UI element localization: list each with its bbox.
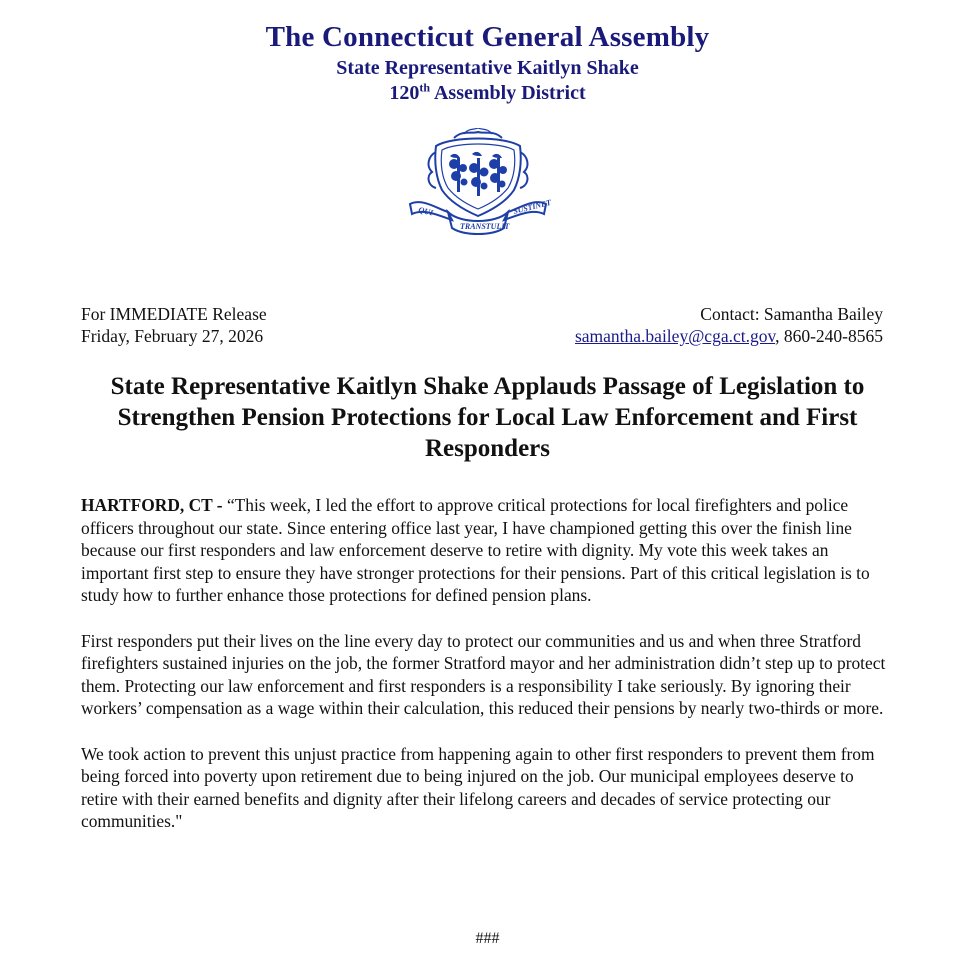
motto-center: TRANSTULIT: [460, 222, 510, 231]
motto-left: QUI: [417, 205, 434, 218]
release-info: [81, 303, 267, 347]
motto-right: SUSTINET: [512, 197, 553, 216]
paragraph-1-text: “This week, I led the effort to approve critical protections for local firefighters and police officers throughout our state. Since entering office last year, I have championed getting this over the finish line because our first responders and law enforcement deserve to retire with dignity. My vote this week takes an important first step to ensure they have stronger protections for their pensions. Part of this critical legislation is to study how to further enhance those protections for defined pension plans.: [81, 495, 870, 606]
district-label: Assembly District: [433, 82, 586, 104]
body-paragraph-2: First responders put their lives on the line every day to protect our communities and us and when three Stratford firefighters sustained injuries on the job, the former Stratford mayor and her administration didn’t step up to protect them. Protecting our law enforcement and first responders is a responsibility I take seriously. By ignoring their workers’ compensation as a wage within their calculation, this reduced their pensions by nearly two-thirds or more.: [81, 630, 886, 719]
release-date: Friday, February 27, 2026: [81, 326, 264, 346]
press-release-headline: State Representative Kaitlyn Shake Applauds Passage of Legislation to Strengthen Pension Protections for Local Law Enforcement and First Responders: [110, 373, 865, 462]
contact-details: [575, 325, 883, 347]
district-suffix: th: [419, 80, 431, 95]
representative-name: State Representative Kaitlyn Shake: [336, 57, 639, 79]
letterhead: [0, 20, 975, 105]
dateline: HARTFORD, CT -: [81, 495, 223, 515]
body-paragraph-1: [81, 494, 890, 607]
end-mark: ###: [475, 930, 500, 947]
assembly-title: The Connecticut General Assembly: [265, 21, 710, 53]
contact-name: Contact: Samantha Bailey: [700, 304, 883, 324]
body-paragraph-3: We took action to prevent this unjust practice from happening again to other first responders to prevent them from being forced into poverty upon retirement due to being injured on the job. Our municipal employees deserve to retire with their earned benefits and dignity after their lifelong careers and decades of service protecting our communities.": [81, 743, 875, 832]
district-line: [0, 81, 975, 105]
contact-info: [575, 303, 883, 347]
contact-email-link[interactable]: samantha.bailey@cga.ct.gov: [574, 326, 776, 346]
press-release-body: [81, 494, 890, 856]
contact-phone: , 860-240-8565: [775, 326, 883, 346]
district-number: 120: [389, 82, 420, 104]
connecticut-state-seal-icon: [402, 128, 554, 240]
release-status: For IMMEDIATE Release: [81, 304, 267, 324]
